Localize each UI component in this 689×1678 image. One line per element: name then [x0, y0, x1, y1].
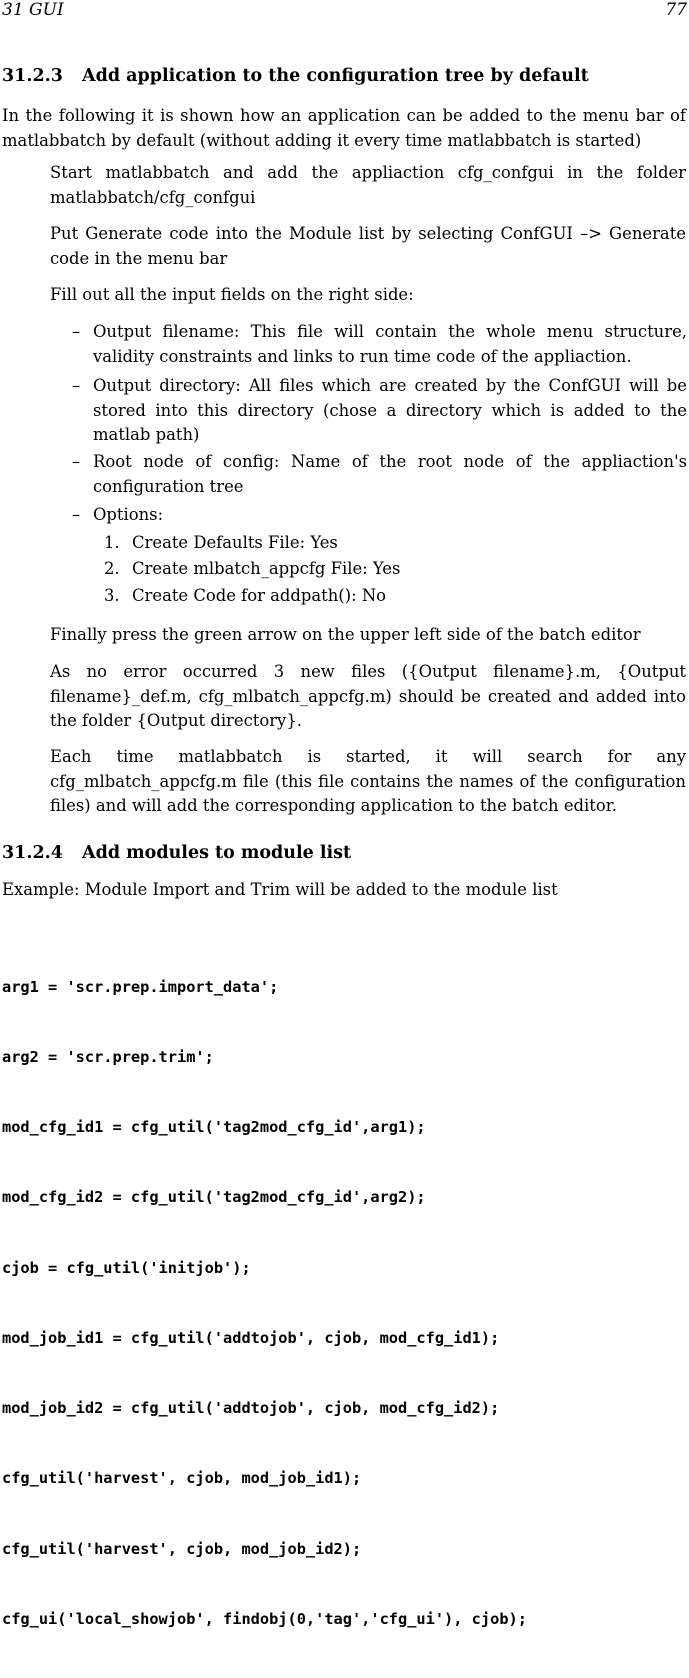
- chapter-label: 31 GUI: [2, 0, 64, 20]
- section-title: Add modules to module list: [82, 843, 352, 863]
- code-line: arg1 = 'scr.prep.import_data';: [2, 977, 279, 996]
- option-text: Create mlbatch_appcfg File: Yes: [132, 559, 401, 578]
- option-number: 1.: [104, 533, 120, 552]
- dash-bullet: –: [72, 505, 81, 524]
- code-line: mod_cfg_id1 = cfg_util('tag2mod_cfg_id',arg1);: [2, 1118, 426, 1137]
- step-paragraph: Put Generate code into the Module list by selecting ConfGUI –> Generate code in the menu bar: [50, 224, 686, 268]
- code-line: mod_job_id2 = cfg_util('addtojob', cjob, mod_cfg_id2);: [2, 1399, 500, 1418]
- option-text: Create Defaults File: Yes: [132, 533, 338, 552]
- step-paragraph: Each time matlabbatch is started, it will search for any cfg_mlbatch_appcfg.m file (this file contains the names of the configuration files) and will add the corresponding application to the batch editor.: [50, 747, 686, 815]
- step-paragraph: Finally press the green arrow on the upper left side of the batch editor: [50, 625, 641, 644]
- section-intro: Example: Module Import and Trim will be added to the module list: [2, 880, 558, 899]
- dash-bullet: –: [72, 322, 81, 341]
- page-header: [2, 0, 687, 22]
- step-paragraph: As no error occurred 3 new files ({Output filename}.m, {Output filename}_def.m, cfg_mlbatch_appcfg.m) should be created and added into the folder {Output directory}.: [50, 662, 686, 730]
- section-intro: In the following it is shown how an application can be added to the menu bar of matlabbatch by default (without adding it every time matlabbatch is started): [2, 106, 686, 150]
- dash-bullet: –: [72, 452, 81, 471]
- code-line: mod_cfg_id2 = cfg_util('tag2mod_cfg_id',arg2);: [2, 1188, 426, 1207]
- list-item: Output filename: This file will contain the whole menu structure, validity constraints and links to run time code of the appliaction.: [93, 322, 687, 366]
- code-line: mod_job_id1 = cfg_util('addtojob', cjob, mod_cfg_id1);: [2, 1328, 500, 1347]
- section-number: 31.2.3: [2, 66, 63, 86]
- section-number: 31.2.4: [2, 843, 63, 863]
- dash-bullet: –: [72, 376, 81, 395]
- page-number: 77: [665, 0, 687, 20]
- list-item: Output directory: All files which are created by the ConfGUI will be stored into this directory (chose a directory which is added to the matlab path): [93, 376, 687, 444]
- section-heading-31-2-4: [2, 843, 351, 863]
- list-item: Options:: [93, 505, 164, 524]
- section-heading-31-2-3: [2, 66, 589, 86]
- code-line: arg2 = 'scr.prep.trim';: [2, 1048, 214, 1067]
- step-paragraph: Fill out all the input fields on the right side:: [50, 285, 414, 304]
- code-line: cfg_ui('local_showjob', findobj(0,'tag','cfg_ui'), cjob);: [2, 1609, 527, 1628]
- code-line: cfg_util('harvest', cjob, mod_job_id1);: [2, 1469, 362, 1488]
- code-line: cfg_util('harvest', cjob, mod_job_id2);: [2, 1539, 362, 1558]
- option-number: 3.: [104, 586, 120, 605]
- option-text: Create Code for addpath(): No: [132, 586, 387, 605]
- list-item: Root node of config: Name of the root node of the appliaction's configuration tree: [93, 452, 687, 496]
- section-title: Add application to the configuration tree by default: [82, 66, 589, 86]
- option-number: 2.: [104, 559, 120, 578]
- code-line: cjob = cfg_util('initjob');: [2, 1258, 251, 1277]
- step-paragraph: Start matlabbatch and add the appliaction cfg_confgui in the folder matlabbatch/cfg_confgui: [50, 163, 686, 207]
- code-block: [2, 929, 527, 1678]
